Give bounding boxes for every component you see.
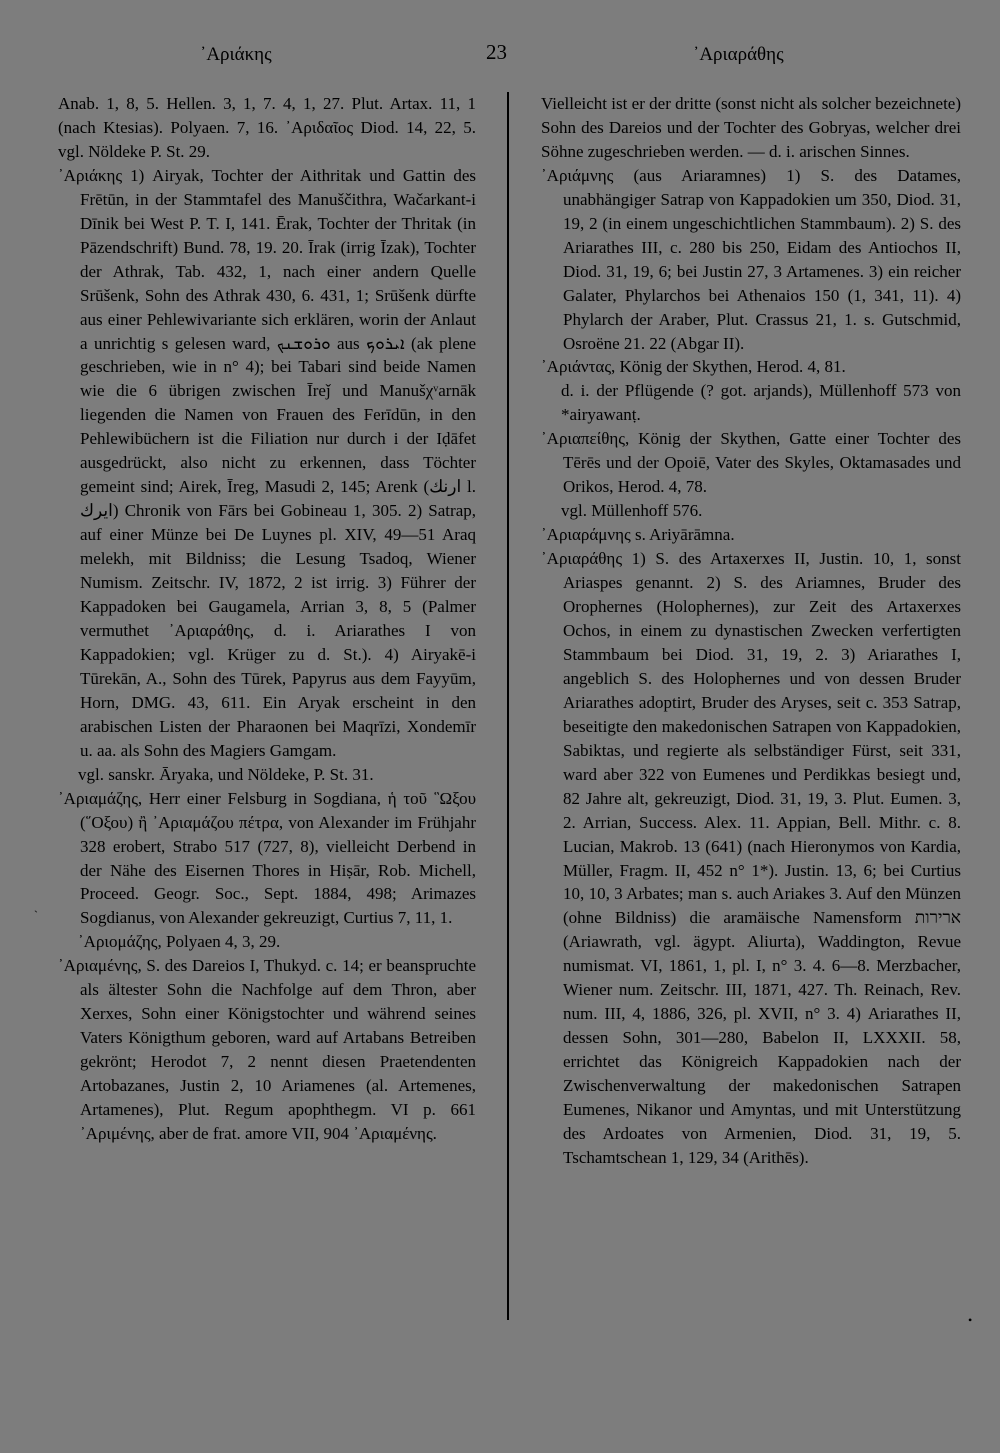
continuation-paragraph: Vielleicht ist er der dritte (sonst nicht als solcher bezeichnete) Sohn des Dareios und der Tochter des Gobryas, welcher drei Söhne zugeschrieben werden. — d. i. arischen Sinnes.	[541, 94, 961, 161]
header-right-headword: ᾿Αριαράθης	[693, 44, 784, 65]
lexicon-entry-ariamenes: ᾿Αριαμένης, S. des Dareios I, Thukyd. c. 14; er beanspruchte als ältester Sohn die Nachfolge auf dem Thron, aber Xerxes, Sohn einer Königstochter und während seines Vaters Königthum geboren, ward auf Artabans Betreiben gekrönt; Herodot 7, 2 nennt diesen Praetendenten Artobazanes, Justin 2, 10 Ariamenes (al. Artemenes, Artamenes), Plut. Regum apophthegm. VI p. 661 ᾿Αριμένης, aber de frat. amore VII, 904 ᾿Αριαμένης.	[58, 956, 476, 1143]
lexicon-entry-ariapeithes: ᾿Αριαπείθης, König der Skythen, Gatte einer Tochter des Tērēs und der Opoiē, Vater des Skyles, Oktamasades und Orikos, Herod. 4, 78.	[541, 429, 961, 497]
margin-mark: `	[34, 908, 38, 922]
entry-note: d. i. der Pflügende (? got. arjands), Müllenhoff 573 von *airyawanṭ.	[561, 381, 961, 425]
right-column	[541, 92, 961, 1170]
entry-note: ᾿Αριομάζης, Polyaen 4, 3, 29.	[78, 932, 281, 952]
entry-note: vgl. sanskr. Āryaka, und Nöldeke, P. St. 31.	[78, 764, 374, 784]
entry-note: vgl. Müllenhoff 576.	[561, 501, 703, 521]
lexicon-entry-ariaramnes: ᾿Αριαράμνης s. Ariyārāmna.	[541, 525, 735, 545]
lexicon-entry-ariamazes: ᾿Αριαμάζης, Herr einer Felsburg in Sogdiana, ἡ τοῦ ῝Ωξου (῞Οξου) ἢ ᾿Αριαμάζου πέτρα, von Alexander im Frühjahr 328 erobert, Strabo 517 (727, 8), vielleicht Derbend in der Nähe des Eisernen Thores in Hiṣār, Rob. Michell, Proceed. Geogr. Soc., Sept. 1884, 498; Arimazes Sogdianus, von Alexander gekreuzigt, Curtius 7, 11, 1.	[58, 788, 476, 928]
lexicon-entry-ariakes: ᾿Αριάκης 1) Airyak, Tochter der Aithritak und Gattin des Frētūn, in der Stammtafel des Manuščithra, Wačarkant-i Dīnik bei West P. T. I, 141. Ērak, Tochter der Thritak (in Pāzendschrift) Bund. 78, 19. 20. Īrak (irrig Īzak), Tochter der Athrak, Tab. 432, 1, nach einer andern Quelle Srūšenk, Sohn des Athrak 430, 6. 431, 1; Srūšenk dürfte aus einer Pehlewivariante sich erklären, worin der Anlaut a unrichtig s gelesen ward, ܘܪܘܫܢܟ aus ܐܝܪܘܟ (ak plene geschrieben, wie in n° 4); bei Tabari sind beide Namen wie die 6 übrigen zwischen Īreǰ und Manušχᵛarnāk liegenden die Namen von Frauen des Ferīdūn, in den Pehlewibüchern ist die Filiation nur durch i der Iḍāfet ausgedrückt, also nicht zu erkennen, dass Töchter gemeint sind; Airek, Īreg, Masudi 2, 145; Arenk (ارنك l. ايرك) Chronik von Fārs bei Gobineau 1, 305. 2) Satrap, auf einer Münze bei De Luynes pl. XIV, 49—51 Araq melekh, mit Bildniss; die Lesung Tsadoq, Wiener Numism. Zeitschr. IV, 1872, 2 ist irrig. 3) Führer der Kappadoken bei Gaugamela, Arrian 3, 8, 5 (Palmer vermuthet ᾿Αριαράθης, d. i. Ariarathes I von Kappadokien; vgl. Krüger zu d. St.). 4) Airyakē-i Tūrekān, A., Sohn des Tūrek, Papyrus aus dem Fayyūm, Horn, DMG. 43, 611. Ein Aryak erscheint in den arabischen Listen der Pharaonen bei Maqrīzi, Xondemīr u. aa. als Sohn des Magiers Gamgam.	[58, 165, 476, 760]
running-header	[0, 40, 1000, 74]
lexicon-entry-ariarathes: ᾿Αριαράθης 1) S. des Artaxerxes II, Justin. 10, 1, sonst Ariaspes genannt. 2) S. des Ariamnes, Bruder des Orophernes (Holophernes), zur Zeit des Artaxerxes Ochos, in einem zu dynastischen Zwecken verfertigten Stammbaum bei Diod. 31, 19, 2. 3) Ariarathes I, angeblich S. des Holophernes und von dessen Bruder Ariarathes adoptirt, Bruder des Aryses, seit c. 353 Satrap, beseitigte den makedonischen Satrapen von Kappadokien, Sabiktas, und regierte als selbständiger Fürst, seit 331, ward aber 322 von Eumenes und Perdikkas besiegt und, 82 Jahre alt, gekreuzigt, Diod. 31, 19, 3. Plut. Eumen. 3, 2. Arrian, Success. Alex. 11. Appian, Bell. Mithr. c. 8. Lucian, Makrob. 13 (641) (nach Hieronymos von Kardia, Müller, Fragm. II, 452 n° 1*). Justin. 13, 6; bei Curtius 10, 10, 3 Arbates; man s. auch Ariakes 3. Auf den Münzen (ohne Bildniss) die aramäische Namensform ארירות (Ariawrath, vgl. ägypt. Aliurta), Waddington, Revue numismat. VI, 1861, 1, pl. I, n° 3. 4. 6—8. Merzbacher, Wiener num. Zeitschr. III, 1871, 427. Th. Reinach, Rev. num. III, 4, 1886, 326, pl. XVII, n° 3. 4) Ariarathes II, dessen Sohn, 301—280, Babelon II, LXXXII. 58, errichtet das Königreich Kappadokien nach der Zwischenverwaltung der makedonischen Satrapen Eumenes, Nikanor und Amyntas, und mit Unterstützung des Ardoates von Armenien, Diod. 31, 19, 5. Tschamtschean 1, 129, 34 (Arithēs).	[541, 549, 961, 1167]
margin-mark: •	[968, 1313, 973, 1327]
header-left-headword: ᾿Αριάκης	[200, 44, 272, 65]
lexicon-entry-ariantas: ᾿Αριάντας, König der Skythen, Herod. 4, 81.	[541, 357, 846, 377]
page-number: 23	[486, 40, 507, 64]
left-column	[58, 92, 476, 1146]
continuation-paragraph: Anab. 1, 8, 5. Hellen. 3, 1, 7. 4, 1, 27. Plut. Artax. 11, 1 (nach Ktesias). Polyaen. 7, 16. ᾿Αριδαῖος Diod. 14, 22, 5. vgl. Nöldeke P. St. 29.	[58, 94, 476, 161]
lexicon-entry-ariamnes: ᾿Αριάμνης (aus Ariaramnes) 1) S. des Datames, unabhängiger Satrap von Kappadokien um 350, Diod. 31, 19, 2 (in einem ungeschichtlichen Stammbaum). 2) S. des Ariarathes III, c. 280 bis 250, Eidam des Antiochos II, Diod. 31, 19, 6; bei Justin 27, 3 Artamenes. 3) ein reicher Galater, Phylarchos bei Athenaios 150 (1, 341, 11). 4) Phylarch der Araber, Plut. Crassus 21, 1. s. Gutschmid, Osroëne 21. 22 (Abgar II).	[541, 165, 961, 353]
column-divider	[507, 92, 509, 1320]
